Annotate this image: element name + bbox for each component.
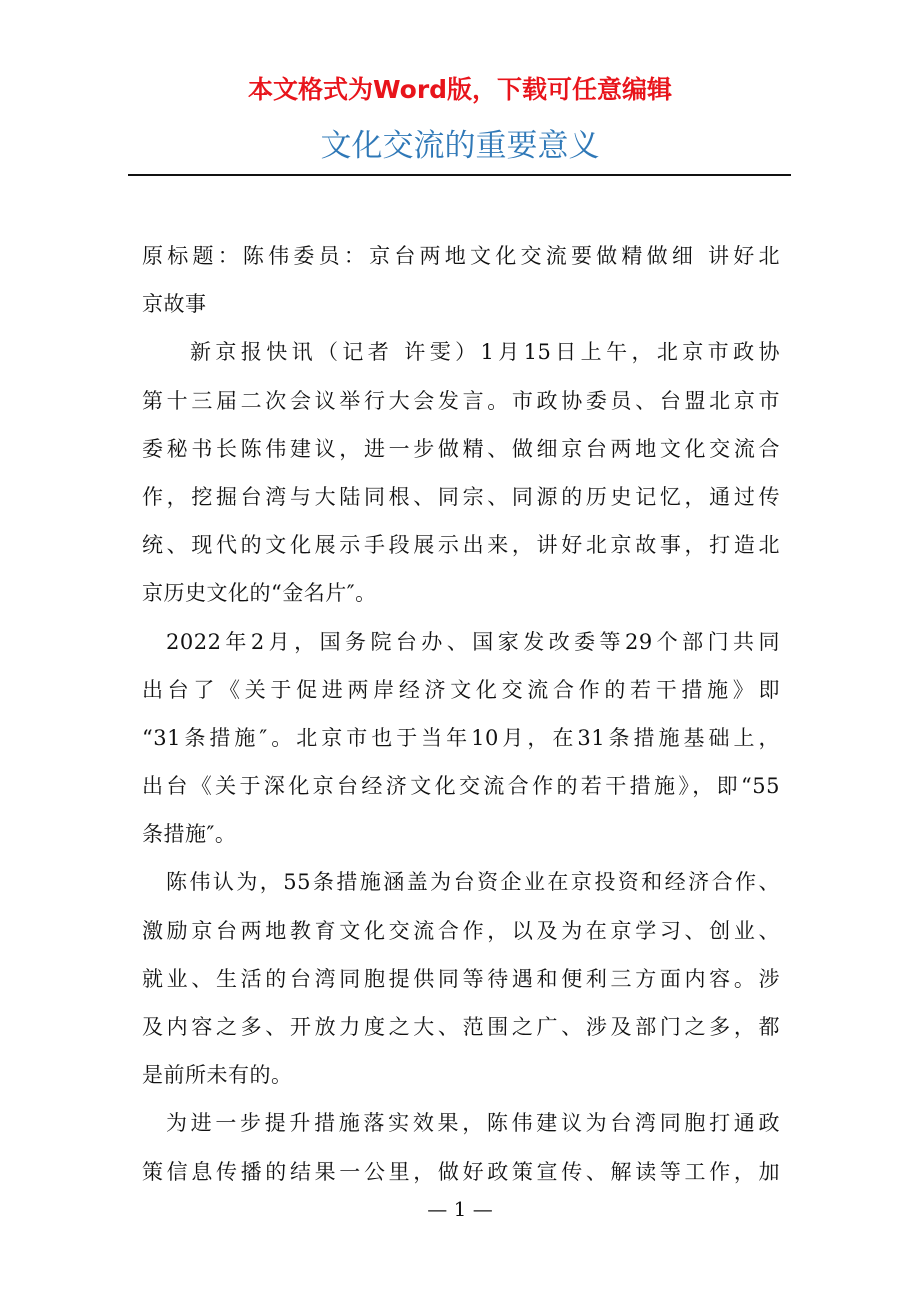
paragraph-line: 激励京台两地教育文化交流合作，以及为在京学习、创业、 xyxy=(142,918,780,943)
paragraph-line: 京历史文化的“金名片″。 xyxy=(142,581,377,606)
paragraph-line: 原标题：陈伟委员：京台两地文化交流要做精做细 讲好北 xyxy=(142,244,780,268)
paragraph-line: 第十三届二次会议举行大会发言。市政协委员、台盟北京市 xyxy=(142,388,780,413)
document-title: 文化交流的重要意义 xyxy=(320,128,600,164)
paragraph-line: 2022年2月，国务院台办、国家发改委等29个部门共同 xyxy=(166,629,780,654)
paragraph-line: 为进一步提升措施落实效果，陈伟建议为台湾同胞打通政 xyxy=(166,1111,780,1136)
paragraph-line: 统、现代的文化展示手段展示出来，讲好北京故事，打造北 xyxy=(142,533,780,558)
paragraph xyxy=(142,618,780,859)
paragraph-line: 陈伟认为，55条措施涵盖为台资企业在京投资和经济合作、 xyxy=(166,870,780,895)
paragraph-line: 委秘书长陈伟建议，进一步做精、做细京台两地文化交流合 xyxy=(142,436,780,461)
paragraph-line: 策信息传播的结果一公里，做好政策宣传、解读等工作，加 xyxy=(142,1159,780,1184)
paragraph-line: 条措施″。 xyxy=(142,822,237,847)
paragraph-line: 京故事 xyxy=(142,292,207,317)
paragraph-line: 及内容之多、开放力度之大、范围之广、涉及部门之多，都 xyxy=(142,1015,780,1039)
paragraph xyxy=(142,1099,780,1195)
paragraph-line: 是前所未有的。 xyxy=(142,1063,293,1088)
paragraph xyxy=(142,328,780,617)
word-format-banner: 本文格式为Word版，下载可任意编辑 xyxy=(247,75,673,104)
document-body xyxy=(142,232,780,1196)
page-number: — 1 — xyxy=(427,1197,493,1221)
title-divider xyxy=(128,174,791,176)
paragraph-line: 就业、生活的台湾同胞提供同等待遇和便利三方面内容。涉 xyxy=(142,966,780,991)
paragraph-line: 出台了《关于促进两岸经济文化交流合作的若干措施》即 xyxy=(142,677,780,702)
paragraph-line: “31条措施″。北京市也于当年10月，在31条措施基础上， xyxy=(142,725,780,750)
paragraph-line: 新京报快讯（记者 许雯）1月15日上午，北京市政协 xyxy=(190,340,780,365)
paragraph xyxy=(142,858,780,1099)
paragraph-line: 出台《关于深化京台经济文化交流合作的若干措施》，即“55 xyxy=(142,774,780,799)
paragraph xyxy=(142,232,780,328)
paragraph-line: 作，挖掘台湾与大陆同根、同宗、同源的历史记忆，通过传 xyxy=(142,484,780,509)
